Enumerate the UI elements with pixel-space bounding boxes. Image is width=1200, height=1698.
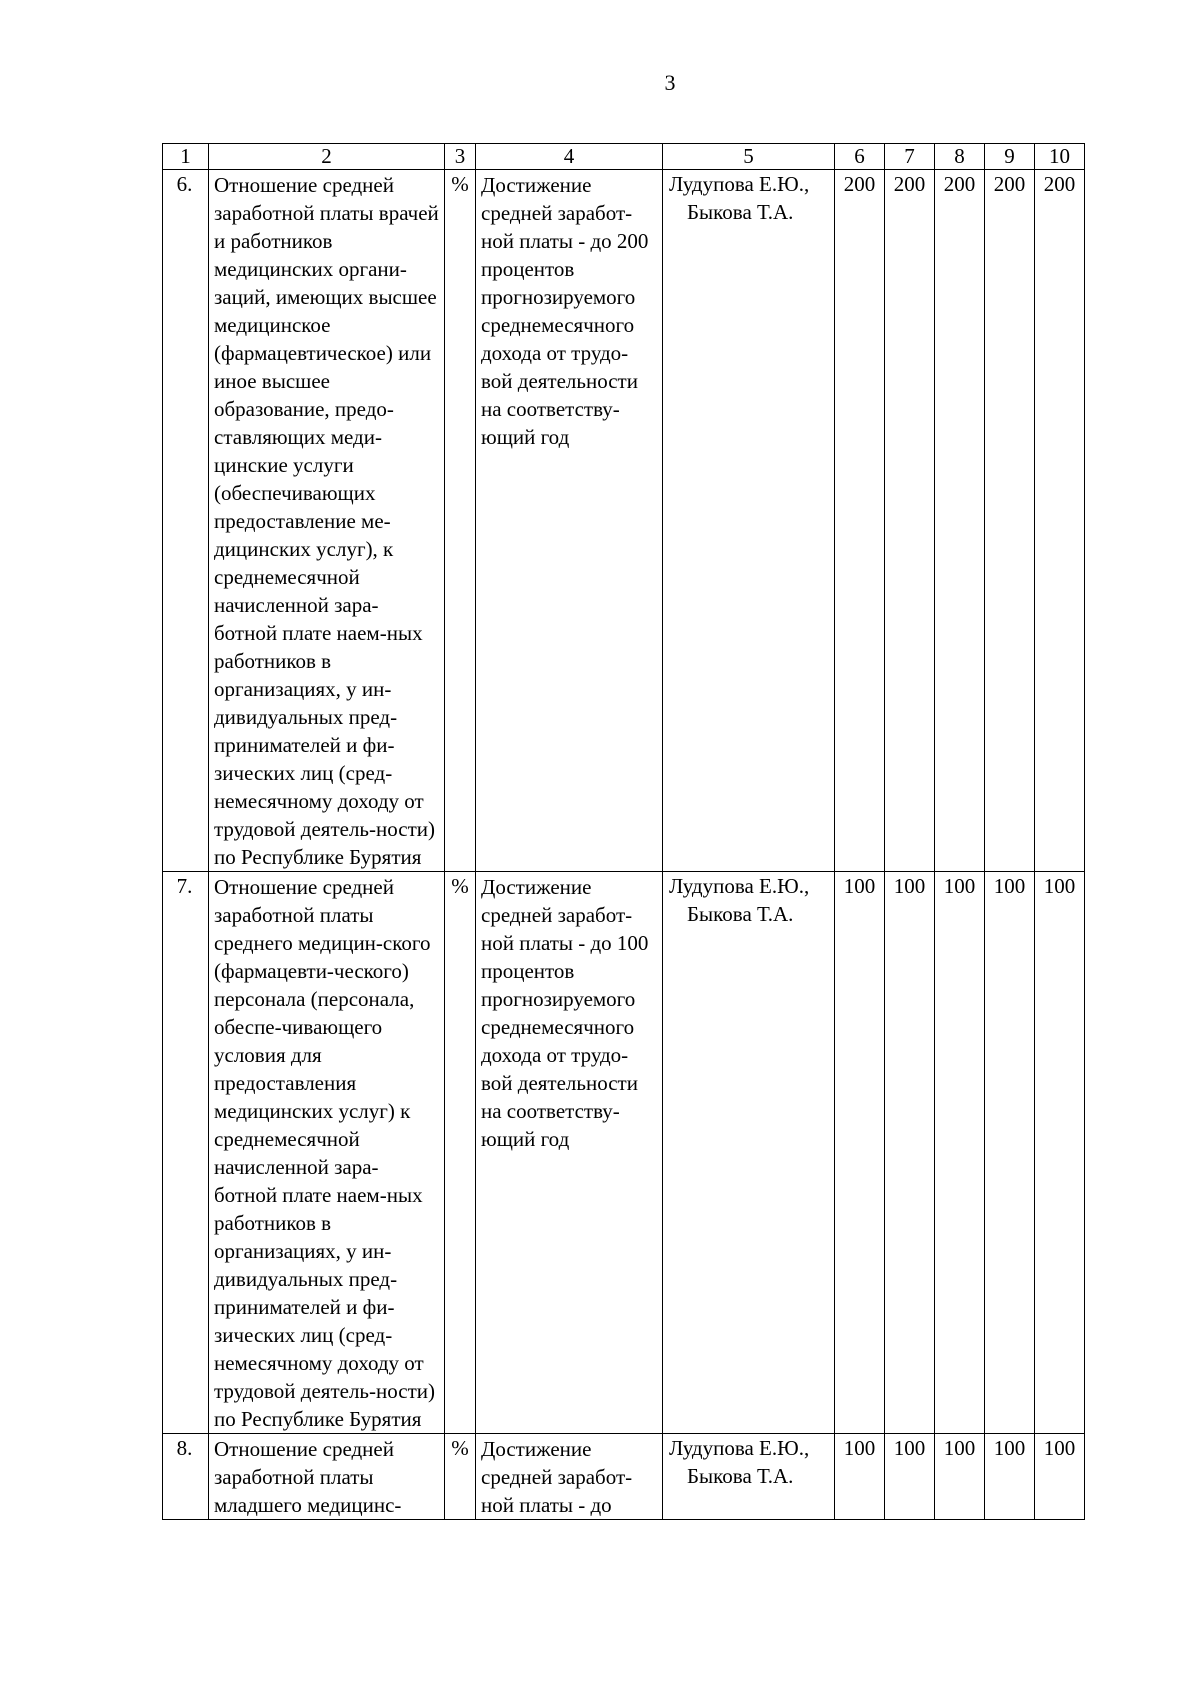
responsible (663, 872, 835, 1434)
goal: Достижение средней заработ-ной платы - до 100 процентов прогнозируемого среднемесячного дохода от трудо-вой деятельности на соответству-ющий год (476, 872, 663, 1434)
responsible (663, 170, 835, 872)
table-row (163, 170, 1085, 872)
responsible-person: Быкова Т.А. (687, 1464, 794, 1488)
goal: Достижение средней заработ-ной платы - до (476, 1434, 663, 1520)
unit: % (445, 1434, 476, 1520)
column-header: 2 (209, 144, 445, 170)
table-header-row (163, 144, 1085, 170)
indicator-name: Отношение средней заработной платы среднего медицин-ского (фармацевти-ческого) персонала (персонала, обеспе-чивающего условия для предоставления медицинских услуг) к среднемесячной начисленной зара-ботной плате наем-ных работников в организациях, у ин-дивидуальных пред-принимателей и фи-зических лиц (сред-немесячному доходу от трудовой деятель-ности) по Республике Бурятия (209, 872, 445, 1434)
value-cell: 200 (985, 170, 1035, 872)
column-header: 1 (163, 144, 209, 170)
responsible-person: Лудупова Е.Ю., (669, 172, 810, 196)
column-header: 6 (835, 144, 885, 170)
value-cell: 100 (985, 1434, 1035, 1520)
row-number: 6. (163, 170, 209, 872)
indicator-name: Отношение средней заработной платы врачей и работников медицинских органи-заций, имеющих высшее медицинское (фармацевтическое) или иное высшее образование, предо-ставляющих меди-цинские услуги (обеспечивающих предоставление ме-дицинских услуг), к среднемесячной начисленной зара-ботной плате наем-ных работников в организациях, у ин-дивидуальных пред-принимателей и фи-зических лиц (сред-немесячному доходу от трудовой деятель-ности) по Республике Бурятия (209, 170, 445, 872)
value-cell: 100 (935, 872, 985, 1434)
column-header: 9 (985, 144, 1035, 170)
row-number: 7. (163, 872, 209, 1434)
value-cell: 100 (885, 1434, 935, 1520)
unit: % (445, 872, 476, 1434)
responsible-person: Лудупова Е.Ю., (669, 874, 810, 898)
value-cell: 100 (935, 1434, 985, 1520)
value-cell: 200 (885, 170, 935, 872)
value-cell: 100 (985, 872, 1035, 1434)
value-cell: 100 (835, 872, 885, 1434)
column-header: 4 (476, 144, 663, 170)
table-row (163, 1434, 1085, 1520)
value-cell: 100 (835, 1434, 885, 1520)
table-row (163, 872, 1085, 1434)
column-header: 8 (935, 144, 985, 170)
responsible-person: Лудупова Е.Ю., (669, 1436, 810, 1460)
responsible-person: Быкова Т.А. (687, 200, 794, 224)
value-cell: 200 (1035, 170, 1085, 872)
row-number: 8. (163, 1434, 209, 1520)
value-cell: 100 (1035, 1434, 1085, 1520)
column-header: 10 (1035, 144, 1085, 170)
goal: Достижение средней заработ-ной платы - до 200 процентов прогнозируемого среднемесячного дохода от трудо-вой деятельности на соответству-ющий год (476, 170, 663, 872)
responsible (663, 1434, 835, 1520)
unit: % (445, 170, 476, 872)
column-header: 5 (663, 144, 835, 170)
indicator-name: Отношение средней заработной платы младшего медицинс- (209, 1434, 445, 1520)
column-header: 3 (445, 144, 476, 170)
value-cell: 100 (885, 872, 935, 1434)
value-cell: 200 (835, 170, 885, 872)
page-number: 3 (664, 70, 676, 95)
value-cell: 100 (1035, 872, 1085, 1434)
responsible-person: Быкова Т.А. (687, 902, 794, 926)
column-header: 7 (885, 144, 935, 170)
value-cell: 200 (935, 170, 985, 872)
indicators-table (162, 143, 1085, 1520)
